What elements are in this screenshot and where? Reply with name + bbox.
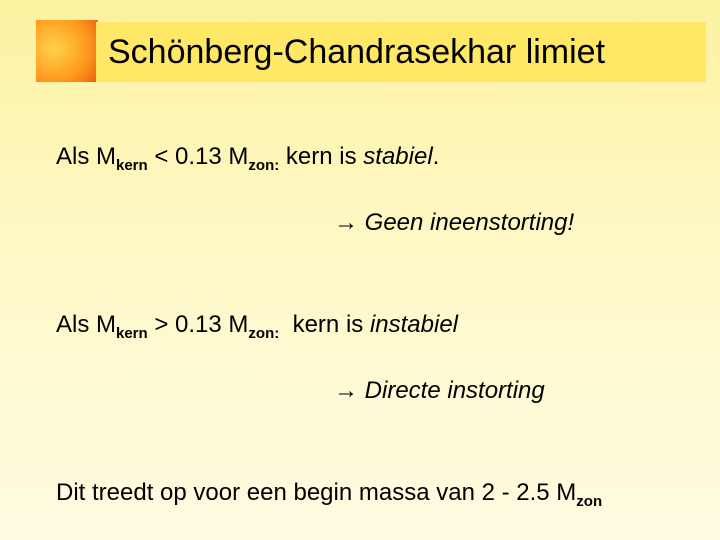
- conclusion-line: [56, 478, 602, 508]
- unstable-sub-sun: zon:: [248, 325, 280, 342]
- sun-image: [36, 20, 98, 82]
- unstable-text: kern is: [279, 311, 370, 338]
- stable-condition-line: [56, 142, 439, 172]
- conclusion-sub: zon: [576, 493, 603, 510]
- conclusion-text: Dit treedt op voor een begin massa van 2 - 2.5 M: [56, 479, 577, 506]
- unstable-condition: > 0.13 M: [147, 311, 249, 338]
- stable-emphasis: stabiel: [363, 143, 433, 170]
- unstable-result: → Directe instorting: [334, 377, 545, 404]
- unstable-condition-line: [56, 310, 458, 340]
- stable-sub-sun: zon:: [248, 157, 280, 174]
- unstable-prefix: Als M: [56, 311, 116, 338]
- unstable-emphasis: instabiel: [369, 311, 459, 338]
- stable-result: → Geen ineenstorting!: [334, 209, 575, 236]
- slide-title: Schönberg-Chandrasekhar limiet: [108, 33, 606, 71]
- stable-text: kern is: [279, 143, 364, 170]
- stable-condition: < 0.13 M: [147, 143, 249, 170]
- unstable-sub-core: kern: [116, 325, 148, 342]
- stable-end: .: [432, 143, 440, 170]
- stable-prefix: Als M: [56, 143, 116, 170]
- stable-sub-core: kern: [116, 157, 148, 174]
